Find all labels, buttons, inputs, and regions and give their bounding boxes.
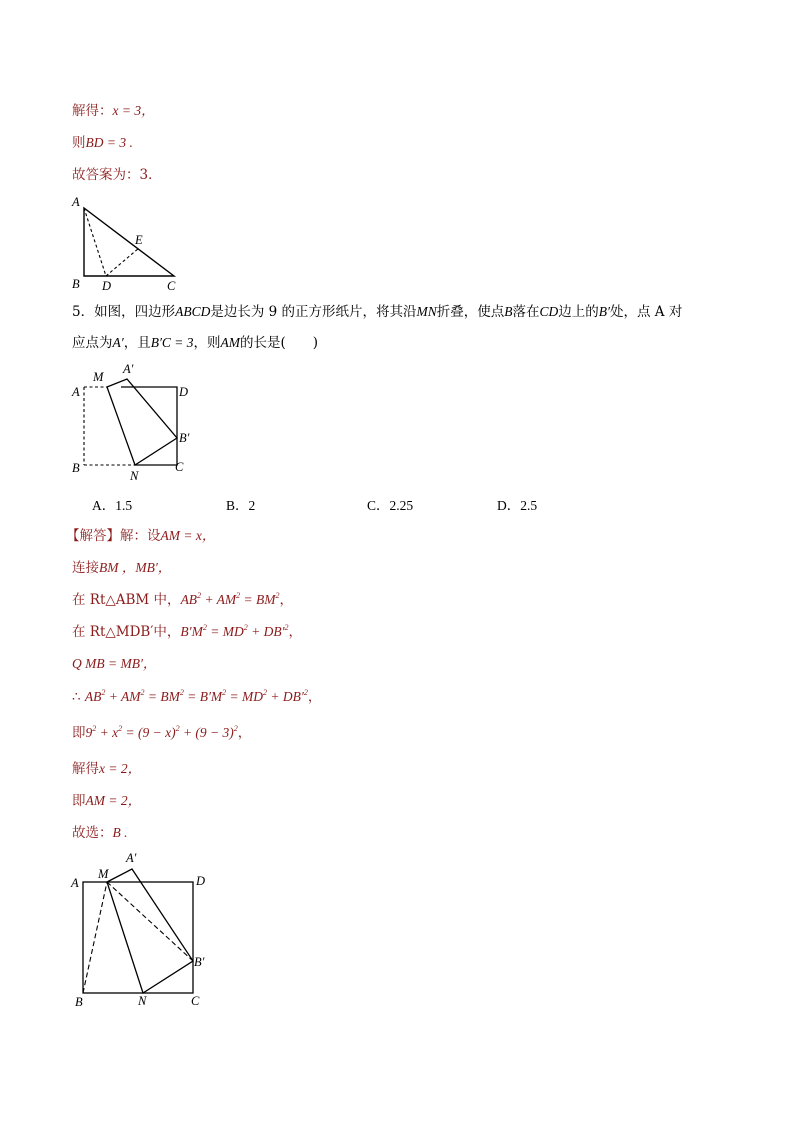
fig2-label-c: C [175, 460, 184, 474]
fig3-label-bprime: B′ [194, 955, 205, 969]
fig1-label-c: C [167, 279, 176, 293]
question-5-line-2: 应点为A′，且B′C = 3，则AM的长是( ) [72, 335, 319, 351]
solution-line-4: 在 Rt△MDB′中，$B'M^2 = MD^2 + DB'^2$， [72, 623, 303, 640]
fig2-label-a: A [72, 385, 80, 399]
solution-line-9: 即AM = 2， [72, 793, 142, 809]
option-c[interactable]: C．2.25 [367, 498, 414, 513]
folded-square-figure [66, 358, 206, 482]
option-a[interactable]: A．1.5 [92, 498, 133, 513]
fig2-label-aprime: A′ [123, 362, 134, 376]
fig3-label-m: M [98, 867, 109, 881]
solution-line-7: 即$9^2 + x^2 = (9 - x)^2 + (9 - 3)^2$， [72, 724, 252, 741]
solution-line-3: 在 Rt△ABM 中，$AB^2 + AM^2 = BM^2$， [72, 591, 294, 608]
fig3-label-b: B [75, 995, 83, 1009]
fig2-label-bprime: B′ [179, 431, 190, 445]
fig3-label-c: C [191, 994, 200, 1008]
option-d[interactable]: D．2.5 [497, 498, 538, 513]
fig3-label-aprime: A′ [126, 851, 137, 865]
solution-line-10: 故选：B . [72, 825, 128, 841]
fig3-label-n: N [138, 994, 147, 1008]
option-b[interactable]: B．2 [226, 498, 256, 513]
fig1-label-b: B [72, 277, 80, 291]
solution-square-figure [66, 848, 226, 1018]
triangle-figure [66, 192, 196, 292]
answer-line: 故答案为：3． [72, 167, 162, 183]
fig2-label-d: D [179, 385, 189, 399]
solution-line-8: 解得x = 2， [72, 761, 142, 777]
fig1-label-e: E [135, 233, 143, 247]
fig1-label-a: A [72, 195, 80, 209]
fig1-label-d: D [102, 279, 112, 293]
fig2-label-n: N [130, 469, 139, 483]
fig3-label-d: D [196, 874, 206, 888]
fig2-label-m: M [93, 370, 104, 384]
question-5-line-1: 5．如图，四边形ABCD是边长为 9 的正方形纸片，将其沿MN折叠，使点B落在CD边上的B′处，点 A 对 [72, 304, 683, 320]
result-line: 则BD = 3 . [72, 135, 133, 151]
solution-line-2: 连接BM ，MB′， [72, 560, 172, 576]
solution-line-6: ∴ $AB^2 + AM^2 = BM^2 = B'M^2 = MD^2 + DB'^2$， [72, 688, 322, 705]
fig3-label-a: A [71, 876, 79, 890]
fig2-label-b: B [72, 461, 80, 475]
solution-line-5: Q MB = MB′， [72, 656, 157, 671]
solution-line-1: 【解答】解：设AM = x， [66, 528, 216, 544]
solve-line: 解得：x = 3， [72, 103, 155, 119]
